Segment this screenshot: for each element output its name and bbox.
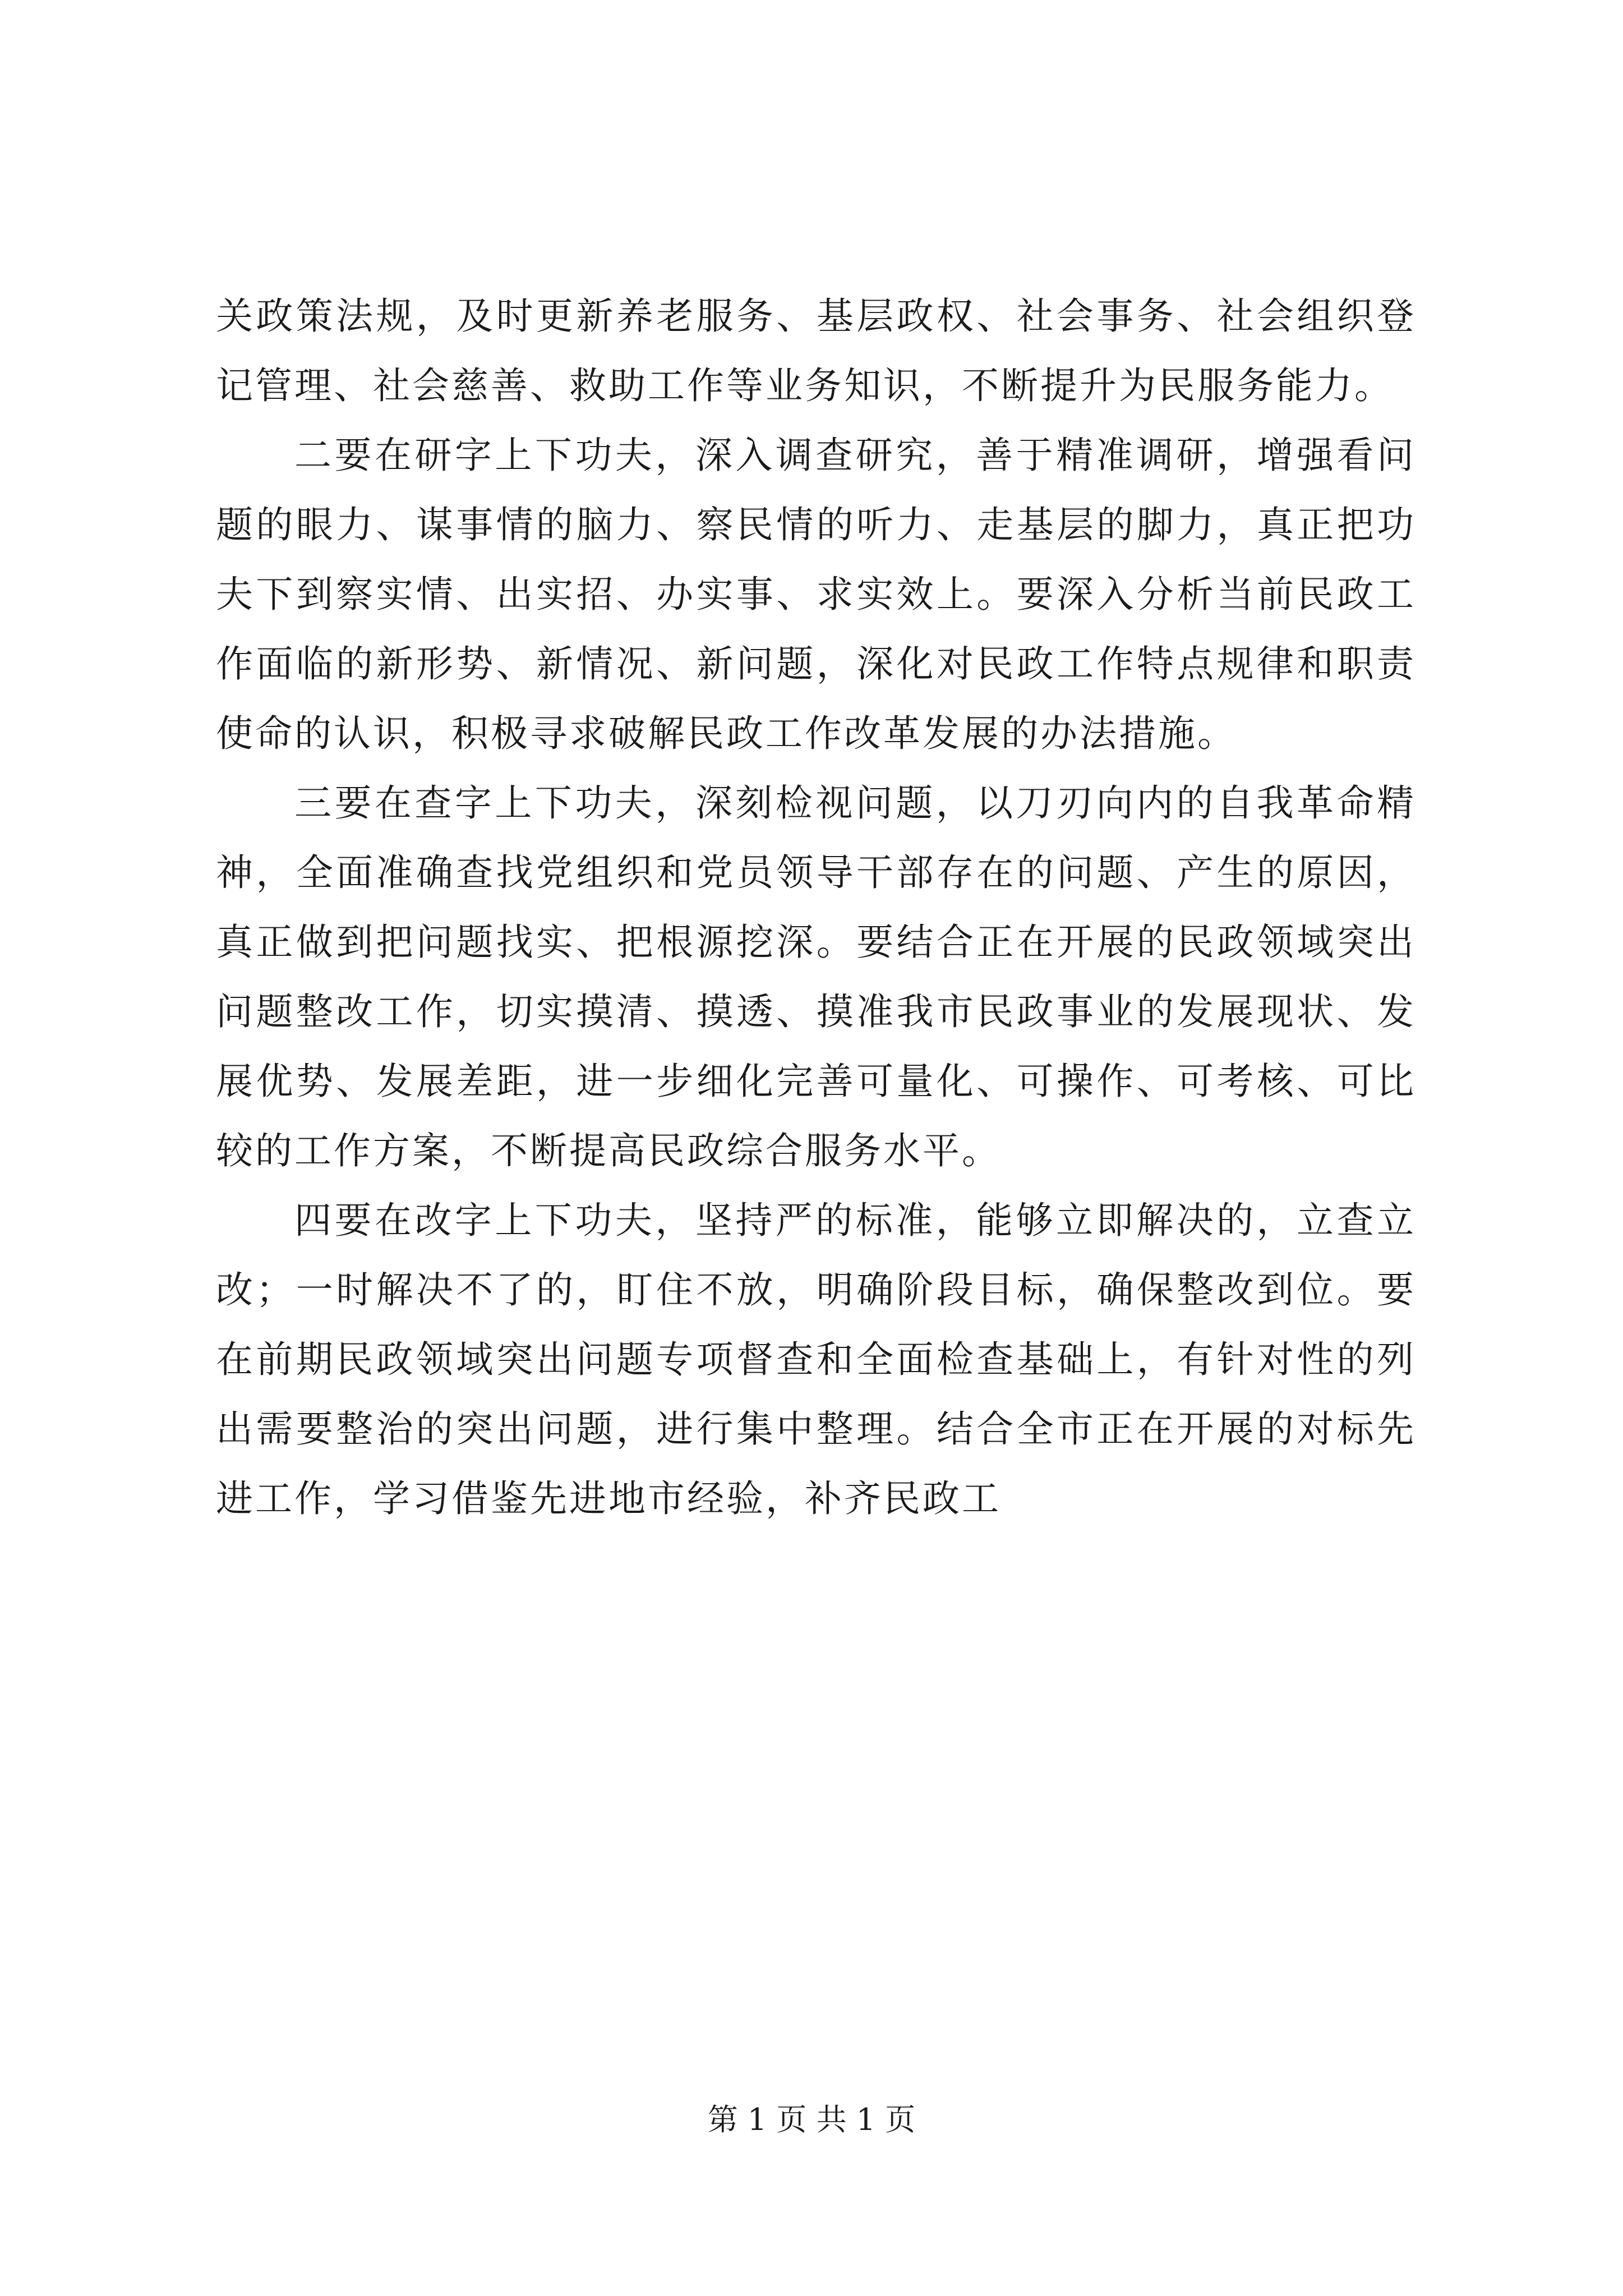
paragraph-research: 二要在研字上下功夫，深入调查研究，善于精准调研，增强看问题的眼力、谋事情的脑力、察民情的听力、走基层的脚力，真正把功夫下到察实情、出实招、办实事、求实效上。要深入分析当前民政工作面临的新形势、新情况、新问题，深化对民政工作特点规律和职责使命的认识，积极寻求破解民政工作改革发展的办法措施。 <box>216 434 1416 755</box>
paragraph-inspection: 三要在查字上下功夫，深刻检视问题，以刀刃向内的自我革命精神，全面准确查找党组织和党员领导干部存在的问题、产生的原因，真正做到把问题找实、把根源挖深。要结合正在开展的民政领域突出问题整改工作，切实摸清、摸透、摸准我市民政事业的发展现状、发展优势、发展差距，进一步细化完善可量化、可操作、可考核、可比较的工作方案，不断提高民政综合服务水平。 <box>216 781 1416 1172</box>
page-footer <box>0 2100 1623 2139</box>
paragraph-continuation: 关政策法规，及时更新养老服务、基层政权、社会事务、社会组织登记管理、社会慈善、救助工作等业务知识，不断提升为民服务能力。 <box>216 295 1416 407</box>
paragraph-rectification: 四要在改字上下功夫，坚持严的标准，能够立即解决的，立查立改；一时解决不了的，盯住不放，明确阶段目标，确保整改到位。要在前期民政领域突出问题专项督查和全面检查基础上，有针对性的列出需要整治的突出问题，进行集中整理。结合全市正在开展的对标先进工作，学习借鉴先进地市经验，补齐民政工 <box>216 1199 1416 1520</box>
document-body <box>216 282 1416 1534</box>
page-number-label: 第 1 页 共 1 页 <box>707 2102 916 2137</box>
